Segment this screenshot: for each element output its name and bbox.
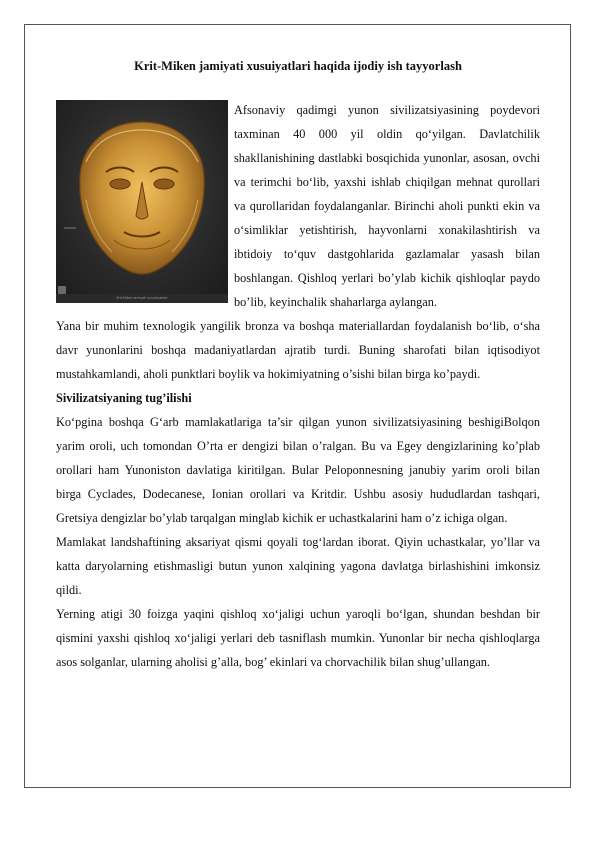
document-body (56, 56, 540, 674)
figure (56, 98, 228, 304)
figure-caption: Krit-Miken jamiyati xususiyatlari (116, 296, 168, 300)
section-heading: Sivilizatsiyaning tug’ilishi (56, 391, 192, 405)
landscape-paragraph: Mamlakat landshaftining aksariyat qismi qoyali tog‘lardan iborat. Qiyin uchastkalar, yo’llar va katta daryolarning etishmasligi butun yunon xalqining yagona davlatga birlashishini imkonsiz qildi. (56, 535, 540, 597)
image-badge-icon (58, 286, 66, 294)
geography-paragraph: Ko‘pgina boshqa G‘arb mamlakatlariga ta’sir qilgan yunon sivilizatsiyasining beshigiBolqon yarim oroli, uch tomondan O’rta er dengizi bilan o’ralgan. Bu va Egey dengizlarining ko’plab orollari ham Yunoniston davlatiga kiritilgan. Bular Peloponnesning janubiy yarim oroli bilan birga Cyclades, Dodecanese, Ionian orollari va Kritdir. Ushbu asosiy hududlardan tashqari, Gretsiya dengizlar bo’ylab tarqalgan minglab kichik er uchastkalarini ham o’z ichiga olgan. (56, 415, 540, 525)
figure-caption-strip (56, 294, 228, 303)
land-paragraph: Yerning atigi 30 foizga yaqini qishloq xo‘jaligi uchun yaroqli bo‘lgan, shundan beshdan bir qismini yaxshi qishloq xo‘jaligi yerlari deb tasniflash mumkin. Yunonlar bir necha qishloqlarga asos solganlar, ularning aholisi g’alla, bog’ ekinlari va chorvachilik bilan shug’ullangan. (56, 607, 540, 669)
golden-mask-illustration (56, 100, 228, 294)
bronze-paragraph: Yana bir muhim texnologik yangilik bronza va boshqa materiallardan foydalanish bo‘lib, o‘sha davr yunonlarini boshqa madaniyatlardan ajratib turdi. Buning sharofati bilan iqtisodiyot mustahkamlandi, aholi punktlari boylik va hokimiyatning o’sishi bilan birga ko’paydi. (56, 319, 540, 381)
document-title: Krit-Miken jamiyati xusuiyatlari haqida ijodiy ish tayyorlash (134, 59, 462, 73)
intro-paragraph: Afsonaviy qadimgi yunon sivilizatsiyasining poydevori taxminan 40 000 yil oldin qo‘yilgan. Davlatchilik shakllanishining dastlabki bosqichida yunonlar, asosan, ovchi va terimchi bo‘lib, yaxshi ishlab chiqilgan mehnat qurollari va qurollaridan foydalanganlar. Birinchi aholi punkti ekin va o‘simliklar yetishtirish, hayvonlarni xonakilashtirish va ibtidoiy to‘quv dastgohlarida gazlamalar yasash bilan boshlangan. Qishloq yerlari bo’ylab kichik qishloqlar paydo bo’lib, keyinchalik shaharlarga aylangan. (234, 103, 540, 309)
golden-mask-photo (56, 100, 228, 294)
